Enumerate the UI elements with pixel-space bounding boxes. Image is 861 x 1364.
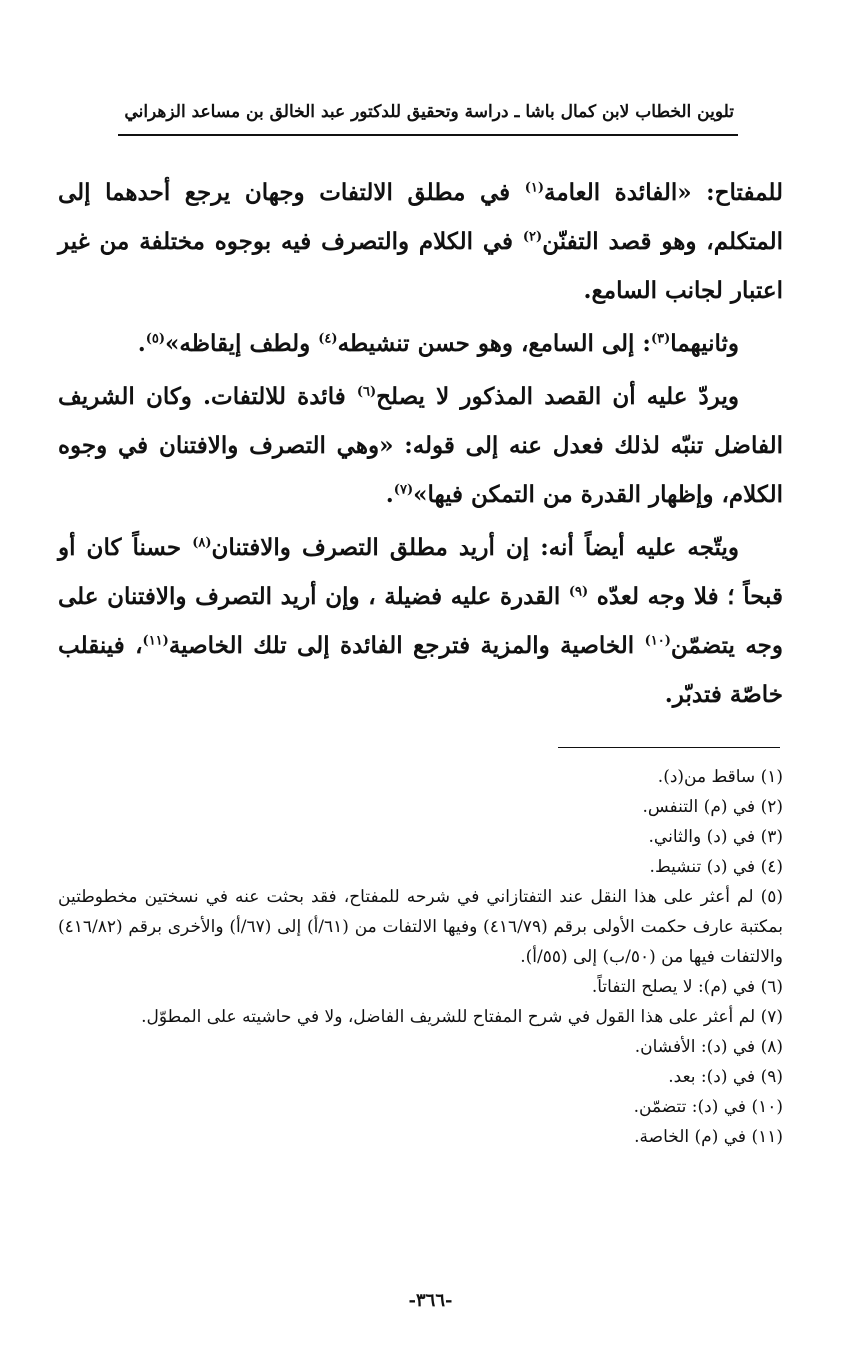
footnote-ref-3[interactable]: (٣) <box>650 331 671 347</box>
footnote-11: (١١) في (م) الخاصة. <box>634 1127 783 1147</box>
footnote-ref-4[interactable]: (٤) <box>318 331 338 347</box>
text-run: حسناً كان أو قبحاً ؛ فلا وجه لعدّه <box>58 534 783 610</box>
text-run: ، فينقلب خاصّة فتدبّر. <box>58 632 783 708</box>
footnote-ref-6[interactable]: (٦) <box>356 384 377 400</box>
footnote-divider <box>558 747 780 748</box>
footnotes <box>58 762 783 1152</box>
text-run: : إلى السامع، وهو حسن تنشيطه <box>337 330 651 357</box>
text-run: القدرة عليه فضيلة ، وإن أريد التصرف والافتنان على وجه يتضمّن <box>58 583 783 659</box>
footnote-9: (٩) في (د): بعد. <box>668 1067 783 1087</box>
text-run: وثانيهما <box>670 330 739 357</box>
text-run: فائدة للالتفات. وكان الشريف الفاضل تنبّه لذلك فعدل عنه إلى قوله: «وهي التصرف والافتنان في وجوه الكلام، وإظهار القدرة من التمكن فيها» <box>58 383 783 508</box>
footnote-ref-7[interactable]: (٧) <box>393 482 414 498</box>
footnote-ref-8[interactable]: (٨) <box>192 535 212 551</box>
text-run: في مطلق الالتفات وجهان يرجع أحدهما إلى المتكلم، وهو قصد التفنّن <box>58 179 783 255</box>
main-text <box>58 168 783 723</box>
running-title: تلوين الخطاب لابن كمال باشا ـ دراسة وتحقيق للدكتور عبد الخالق بن مساعد الزهراني <box>124 102 734 122</box>
footnote-ref-11[interactable]: (١١) <box>142 633 169 649</box>
footnote-ref-9[interactable]: (٩) <box>568 584 589 600</box>
text-run: . <box>385 481 394 508</box>
footnote-ref-1[interactable]: (١) <box>524 180 544 196</box>
paragraph-4 <box>58 523 783 719</box>
text-run: ولطف إيقاظه» <box>165 330 319 357</box>
footnote-2: (٢) في (م) التنفس. <box>642 797 783 817</box>
footnote-6: (٦) في (م): لا يصلح التفاتاً. <box>591 977 783 997</box>
footnote-ref-2[interactable]: (٢) <box>522 229 543 245</box>
text-run: الخاصية والمزية فترجع الفائدة إلى تلك الخاصية <box>168 632 645 659</box>
footnote-5: (٥) لم أعثر على هذا النقل عند التفتازاني في شرحه للمفتاح، فقد بحثت عنه في نسختين مخطوطتين بمكتبة عارف حكمت الأولى برقم (٤١٦/٧٩) وفيها الالتفات من (٦١/أ) إلى (٦٧/أ) والأخرى برقم (٤١٦/٨٢) والالتفات فيها من (٥٠/ب) إلى (٥٥/أ). <box>58 887 783 967</box>
text-run: للمفتاح: «الفائدة العامة <box>544 179 783 206</box>
footnote-3: (٣) في (د) والثاني. <box>648 827 783 847</box>
page-number: -٣٦٦- <box>408 1290 453 1311</box>
footnote-4: (٤) في (د) تنشيط. <box>649 857 783 877</box>
text-run: ويردّ عليه أن القصد المذكور لا يصلح <box>376 383 739 410</box>
running-header <box>118 92 738 136</box>
footnote-ref-10[interactable]: (١٠) <box>644 633 671 649</box>
text-run: . <box>137 330 146 357</box>
paragraph-2 <box>58 319 783 368</box>
paragraph-1 <box>58 168 783 315</box>
footnote-8: (٨) في (د): الأفشان. <box>634 1037 783 1057</box>
footnote-10: (١٠) في (د): تتضمّن. <box>633 1097 783 1117</box>
paragraph-3 <box>58 372 783 519</box>
footnote-ref-5[interactable]: (٥) <box>145 331 165 347</box>
footnote-7: (٧) لم أعثر على هذا القول في شرح المفتاح للشريف الفاضل، ولا في حاشيته على المطوّل. <box>141 1007 783 1027</box>
text-run: في الكلام والتصرف فيه بوجوه مختلفة من غير اعتبار لجانب السامع. <box>58 228 783 304</box>
footnote-1: (١) ساقط من(د). <box>657 767 783 787</box>
text-run: ويتّجه عليه أيضاً أنه: إن أريد مطلق التصرف والافتنان <box>211 534 739 561</box>
